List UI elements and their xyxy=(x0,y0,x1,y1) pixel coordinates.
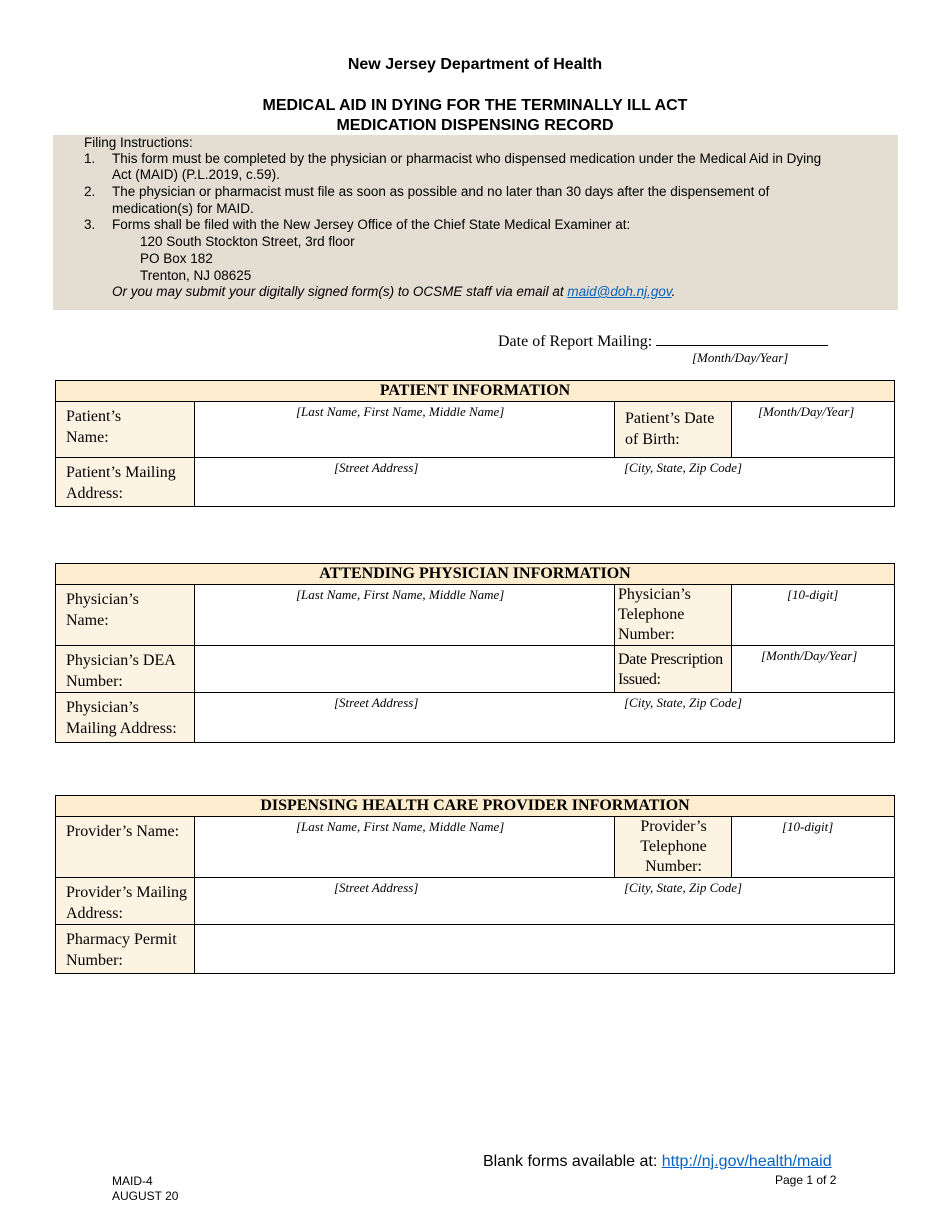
instruction-1-line-1: This form must be completed by the physician or pharmacist who dispensed medication under the Medical Aid in Dying xyxy=(112,151,822,166)
blank-forms-prefix: Blank forms available at: xyxy=(483,1153,662,1170)
physician-name-field[interactable] xyxy=(195,585,615,646)
record-title: MEDICATION DISPENSING RECORD xyxy=(336,117,614,134)
physician-dea-label: Physician’s DEA Number: xyxy=(56,646,195,693)
physician-dea-field[interactable] xyxy=(195,646,615,693)
pharmacy-permit-label: Pharmacy Permit Number: xyxy=(56,925,195,974)
physician-information-table xyxy=(55,563,895,743)
patient-city-hint: [City, State, Zip Code] xyxy=(624,460,743,475)
provider-name-hint: [Last Name, First Name, Middle Name] xyxy=(296,819,505,834)
physician-name-label: Physician’s Name: xyxy=(56,585,195,646)
instructions-heading: Filing Instructions: xyxy=(84,135,193,150)
physician-phone-label: Physician’s Telephone Number: xyxy=(615,585,732,646)
patient-address-label: Patient’s Mailing Address: xyxy=(56,458,195,507)
report-mailing-label: Date of Report Mailing: xyxy=(498,333,653,350)
physician-address-label: Physician’s Mailing Address: xyxy=(56,693,195,743)
rx-date-hint: [Month/Day/Year] xyxy=(761,648,858,663)
form-code: MAID-4 xyxy=(112,1174,153,1188)
physician-city-hint: [City, State, Zip Code] xyxy=(624,695,743,710)
provider-information-table xyxy=(55,795,895,974)
blank-forms-notice xyxy=(483,1153,832,1171)
email-suffix: . xyxy=(671,284,676,299)
provider-name-label: Provider’s Name: xyxy=(56,817,195,878)
physician-phone-hint: [10-digit] xyxy=(787,587,839,602)
provider-name-field[interactable] xyxy=(195,817,615,878)
email-prefix: Or you may submit your digitally signed form(s) to OCSME staff via email at xyxy=(112,284,568,299)
report-mailing-input[interactable] xyxy=(656,331,828,346)
physician-phone-field[interactable] xyxy=(732,585,895,646)
provider-city-hint: [City, State, Zip Code] xyxy=(624,880,743,895)
rx-date-field[interactable] xyxy=(732,646,895,693)
physician-name-hint: [Last Name, First Name, Middle Name] xyxy=(296,587,505,602)
instruction-3-line-1: Forms shall be filed with the New Jersey Office of the Chief State Medical Examiner at: xyxy=(112,217,631,232)
form-revision: AUGUST 20 xyxy=(112,1189,179,1203)
instruction-2-line-2: medication(s) for MAID. xyxy=(112,201,254,216)
act-title: MEDICAL AID IN DYING FOR THE TERMINALLY ILL ACT xyxy=(262,97,688,114)
physician-street-hint: [Street Address] xyxy=(334,695,419,710)
patient-name-field[interactable] xyxy=(195,402,615,458)
instruction-number: 3. xyxy=(84,217,96,232)
patient-information-table xyxy=(55,380,895,507)
filing-instructions xyxy=(53,135,898,310)
address-line: 120 South Stockton Street, 3rd floor xyxy=(140,234,355,249)
instruction-2-line-1: The physician or pharmacist must file as soon as possible and no later than 30 days after the dispensement of xyxy=(112,184,770,199)
provider-phone-hint: [10-digit] xyxy=(782,819,834,834)
physician-section-title: ATTENDING PHYSICIAN INFORMATION xyxy=(56,564,895,585)
form-id xyxy=(112,1174,178,1204)
form-title xyxy=(0,96,950,136)
provider-phone-label: Provider’s Telephone Number: xyxy=(615,817,732,878)
page-number: Page 1 of 2 xyxy=(775,1173,837,1187)
email-instruction xyxy=(112,284,675,301)
patient-street-hint: [Street Address] xyxy=(334,460,419,475)
rx-date-label: Date Prescription Issued: xyxy=(615,646,732,693)
patient-section-title: PATIENT INFORMATION xyxy=(56,381,895,402)
email-link[interactable]: maid@doh.nj.gov xyxy=(567,284,672,299)
instruction-1-line-2: Act (MAID) (P.L.2019, c.59). xyxy=(112,167,280,182)
provider-address-label: Provider’s Mailing Address: xyxy=(56,878,195,925)
physician-address-field[interactable] xyxy=(195,693,895,743)
patient-address-field[interactable] xyxy=(195,458,895,507)
provider-street-hint: [Street Address] xyxy=(334,880,419,895)
provider-phone-field[interactable] xyxy=(732,817,895,878)
provider-section-title: DISPENSING HEALTH CARE PROVIDER INFORMATION xyxy=(56,796,895,817)
report-mailing-hint: [Month/Day/Year] xyxy=(692,350,789,365)
address-line: Trenton, NJ 08625 xyxy=(140,268,252,283)
address-line: PO Box 182 xyxy=(140,251,213,266)
instruction-number: 1. xyxy=(84,151,96,166)
patient-dob-label: Patient’s Date of Birth: xyxy=(615,402,732,458)
report-mailing-date xyxy=(498,331,828,351)
patient-name-label: Patient’s Name: xyxy=(56,402,195,458)
patient-dob-field[interactable] xyxy=(732,402,895,458)
provider-address-field[interactable] xyxy=(195,878,895,925)
patient-name-hint: [Last Name, First Name, Middle Name] xyxy=(296,404,505,419)
pharmacy-permit-field[interactable] xyxy=(195,925,895,974)
blank-forms-link[interactable]: http://nj.gov/health/maid xyxy=(661,1153,832,1170)
instruction-number: 2. xyxy=(84,184,96,199)
patient-dob-hint: [Month/Day/Year] xyxy=(758,404,855,419)
department-title: New Jersey Department of Health xyxy=(347,56,603,73)
